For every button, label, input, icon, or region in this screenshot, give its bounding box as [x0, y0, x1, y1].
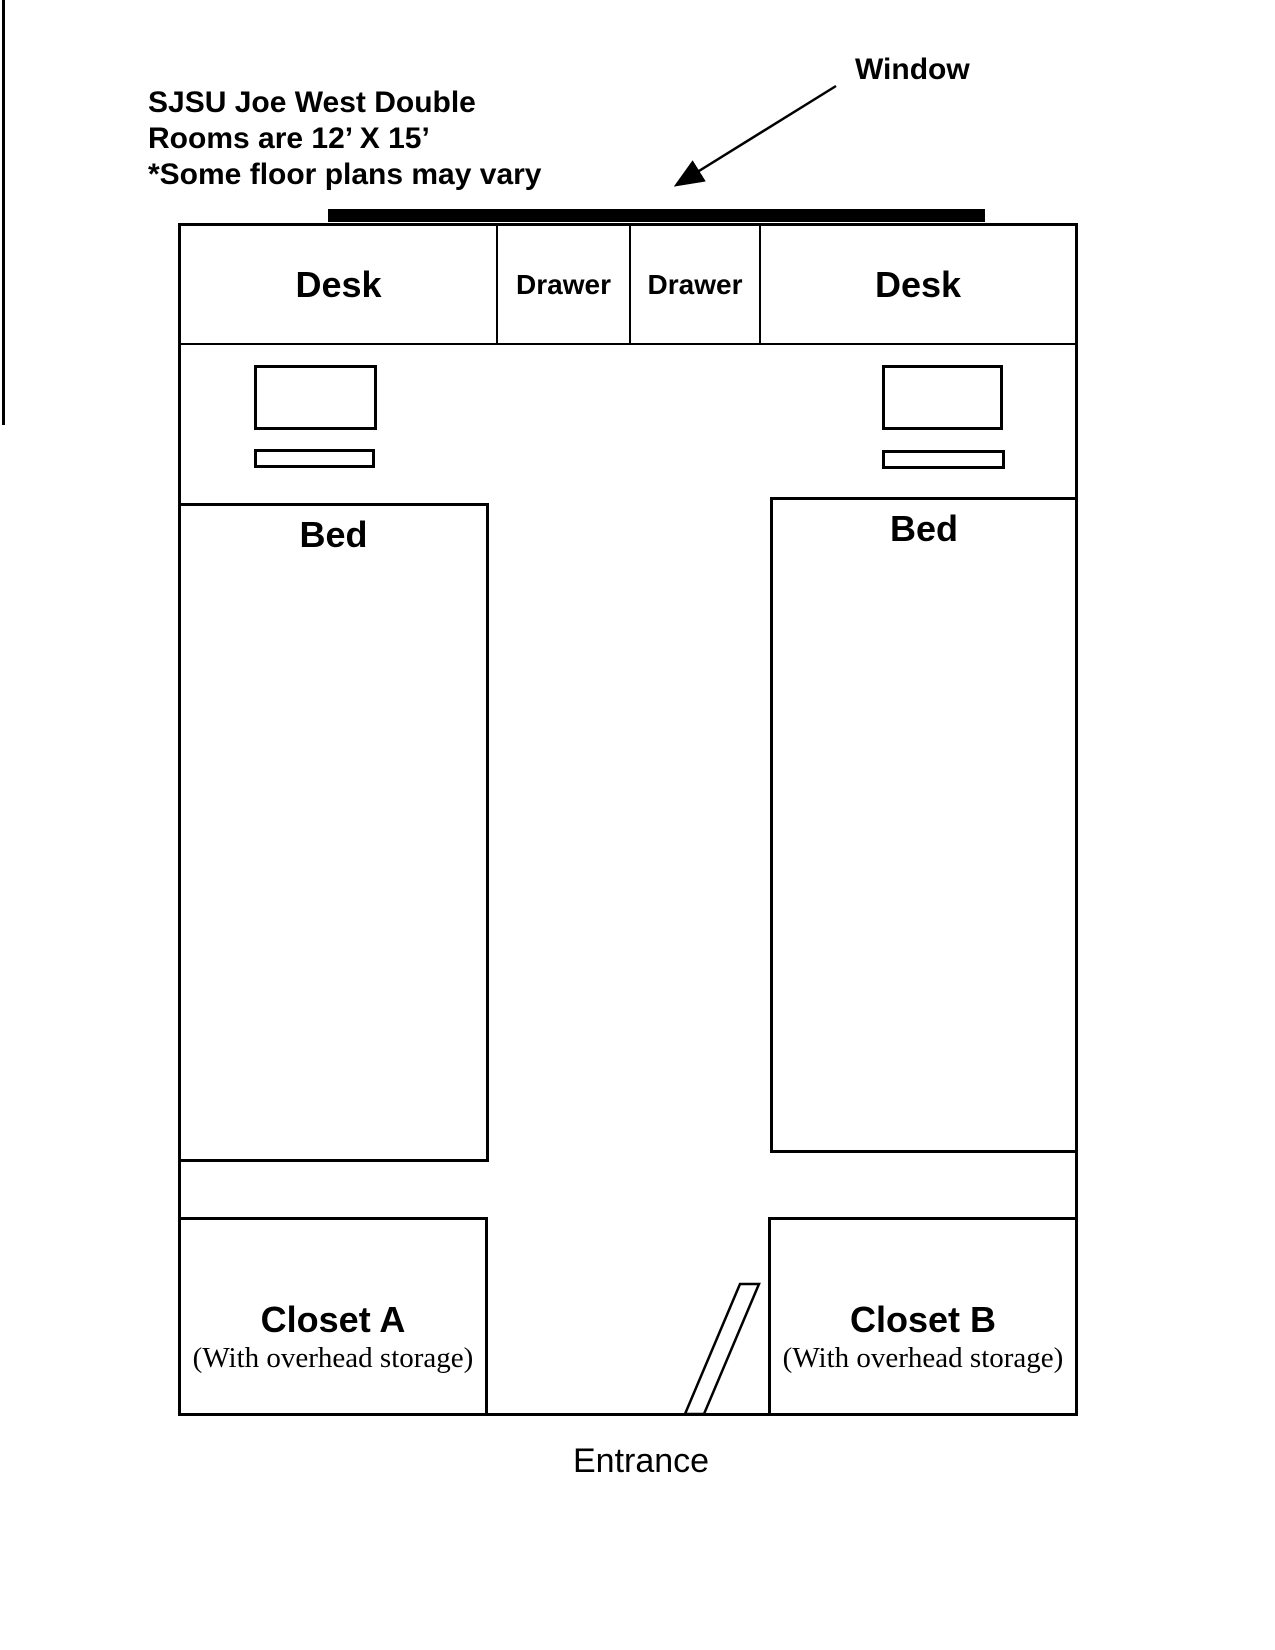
title-line-1: SJSU Joe West Double [148, 86, 476, 119]
closet-b-title: Closet B [849, 1299, 997, 1340]
closet-a-title: Closet A [260, 1299, 406, 1340]
drawer-left [498, 226, 629, 343]
window-bar [328, 209, 985, 222]
desk-left-label: Desk [295, 263, 382, 305]
closet-b [768, 1217, 1078, 1416]
closet-a-subtitle: (With overhead storage) [192, 1342, 474, 1374]
desk-row-bottom-line [178, 343, 1078, 345]
desk-right [761, 226, 1075, 343]
window-label: Window [855, 53, 970, 86]
bed-left [178, 503, 489, 1162]
drawer-right [631, 226, 759, 343]
desk-right-label: Desk [874, 263, 962, 305]
chair-a-back [254, 449, 375, 468]
title-line-2: Rooms are 12’ X 15’ [148, 122, 430, 155]
bed-left-label: Bed [299, 514, 368, 555]
bed-right [770, 497, 1078, 1153]
chair-b-seat [882, 365, 1003, 430]
desk-left [181, 226, 496, 343]
bed-right-label: Bed [889, 508, 958, 549]
drawer-left-label: Drawer [516, 268, 611, 300]
entrance-label: Entrance [573, 1442, 710, 1480]
page-title [148, 85, 708, 193]
chair-a-seat [254, 365, 377, 430]
closet-b-subtitle: (With overhead storage) [782, 1342, 1064, 1374]
closet-a [178, 1217, 488, 1416]
chair-b-back [882, 450, 1005, 469]
scan-artifact-line [2, 0, 5, 425]
drawer-right-label: Drawer [647, 268, 743, 300]
title-line-3: *Some floor plans may vary [148, 158, 542, 191]
